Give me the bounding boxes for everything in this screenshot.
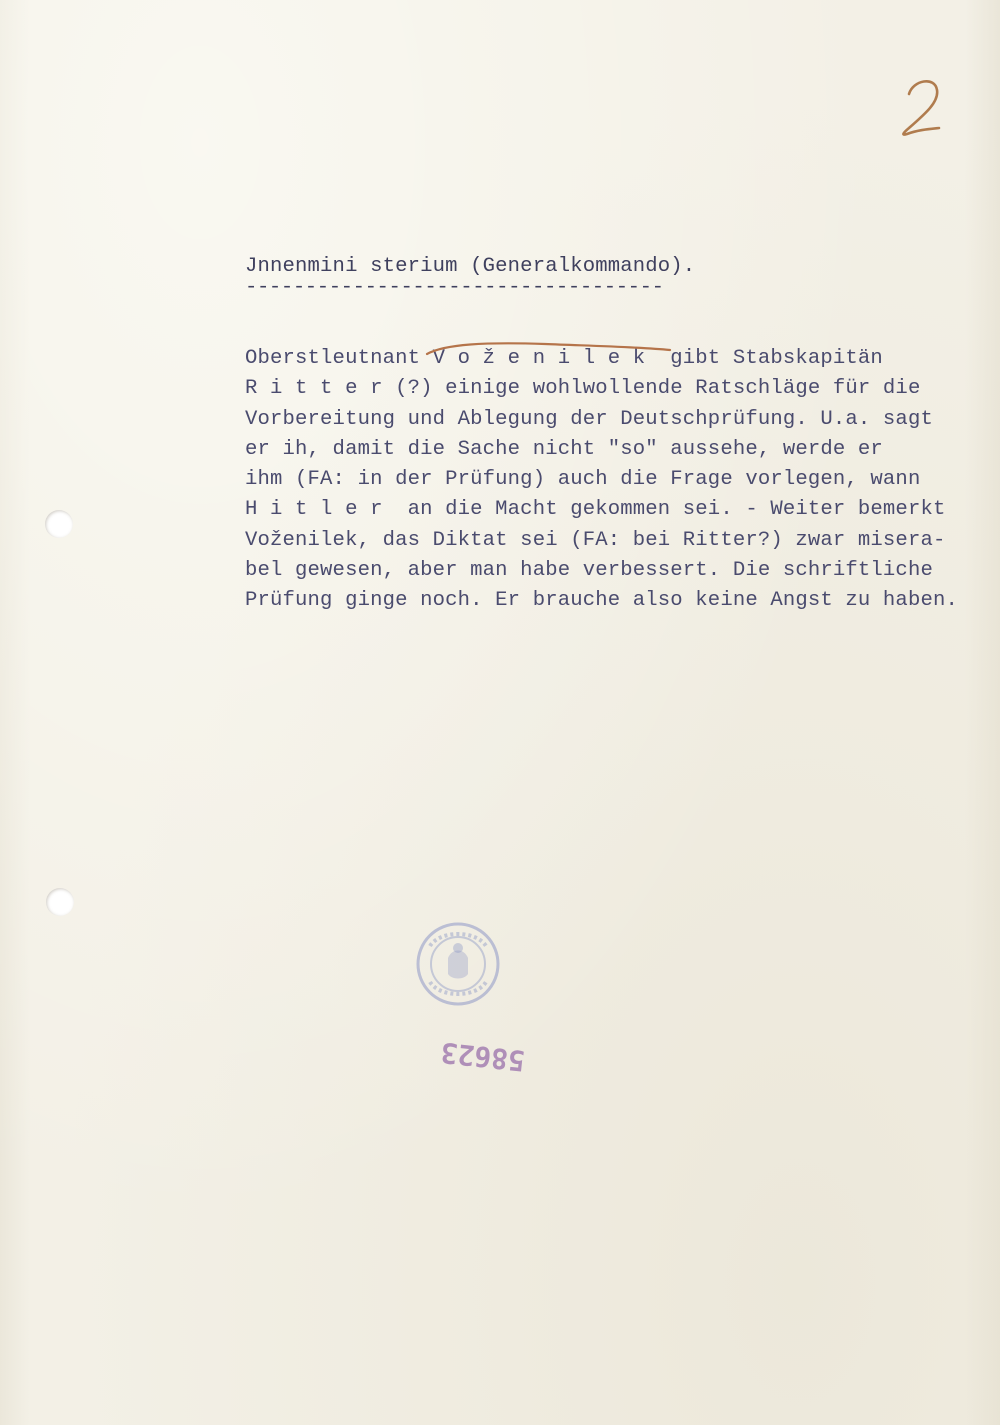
body-line: R i t t e r (?) einige wohlwollende Ratschläge für die [245,377,921,401]
body-line: Vorbereitung und Ablegung der Deutschprüfung. U.a. sagt [245,407,933,431]
punch-hole-bottom [46,888,74,916]
archive-seal-stamp [412,918,504,1010]
handwritten-page-number [895,72,955,142]
archive-number-stamp [438,1030,528,1080]
stamp-number-text: 58623 [439,1035,527,1078]
typed-text-block [245,252,965,617]
pencil-underline [425,340,675,362]
body-line: H i t l e r an die Macht gekommen sei. - Weiter bemerkt [245,498,946,522]
body-line: bel gewesen, aber man habe verbessert. Die schriftliche [245,559,933,583]
punch-hole-top [45,510,73,538]
body-line: Voženilek, das Diktat sei (FA: bei Ritter?) zwar misera- [245,528,946,552]
body-line: er ih, damit die Sache nicht "so" aussehe, werde er [245,437,883,461]
body-line: ihm (FA: in der Prüfung) auch die Frage vorlegen, wann [245,468,921,492]
document-heading: Jnnenmini sterium (Generalkommando). [245,255,696,278]
body-paragraph [245,344,965,617]
body-line: Prüfung ginge noch. Er brauche also keine Angst zu haben. [245,589,958,613]
body-line: Oberstleutnant V o ž e n i l e k gibt Stabskapitän [245,347,883,370]
heading-dashed-rule: ----------------------------------- [245,276,664,299]
